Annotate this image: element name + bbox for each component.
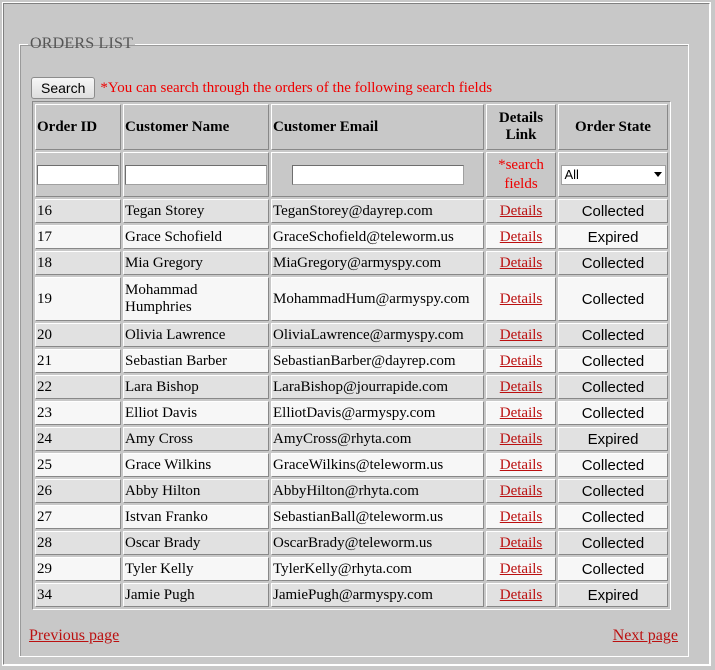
- customer-name-filter-input[interactable]: [125, 165, 267, 185]
- details-link[interactable]: Details: [499, 586, 543, 603]
- customer-name-cell: Oscar Brady: [123, 531, 269, 555]
- table-row: [35, 557, 668, 581]
- table-row: [35, 225, 668, 249]
- details-cell: [486, 349, 556, 373]
- order-id-cell: 24: [35, 427, 121, 451]
- customer-name-cell: Mohammad Humphries: [123, 277, 269, 321]
- customer-name-cell: Elliot Davis: [123, 401, 269, 425]
- order-id-cell: 23: [35, 401, 121, 425]
- table-row: [35, 375, 668, 399]
- order-id-cell: 29: [35, 557, 121, 581]
- orders-table: [32, 101, 671, 610]
- customer-email-cell: GraceWilkins@teleworm.us: [271, 453, 484, 477]
- customer-email-filter-input[interactable]: [292, 165, 464, 185]
- order-state-cell: Collected: [558, 251, 668, 275]
- search-row: [31, 77, 492, 99]
- details-link[interactable]: Details: [499, 378, 543, 395]
- details-cell: [486, 453, 556, 477]
- order-id-cell: 17: [35, 225, 121, 249]
- customer-email-cell: MohammadHum@armyspy.com: [271, 277, 484, 321]
- table-row: [35, 323, 668, 347]
- details-link[interactable]: Details: [499, 560, 543, 577]
- details-link[interactable]: Details: [499, 430, 543, 447]
- search-note: *You can search through the orders of the following search fields: [100, 79, 493, 96]
- orders-list-legend: ORDERS LIST: [30, 35, 134, 52]
- header-order-state: Order State: [558, 104, 668, 150]
- details-cell: [486, 479, 556, 503]
- order-state-cell: Collected: [558, 557, 668, 581]
- customer-name-cell: Istvan Franko: [123, 505, 269, 529]
- order-state-cell: Collected: [558, 349, 668, 373]
- customer-email-cell: OliviaLawrence@armyspy.com: [271, 323, 484, 347]
- order-state-cell: Collected: [558, 277, 668, 321]
- order-id-filter-input[interactable]: [37, 165, 119, 185]
- customer-email-cell: TylerKelly@rhyta.com: [271, 557, 484, 581]
- table-row: [35, 349, 668, 373]
- order-id-cell: 22: [35, 375, 121, 399]
- order-id-cell: 28: [35, 531, 121, 555]
- customer-name-cell: Olivia Lawrence: [123, 323, 269, 347]
- details-cell: [486, 531, 556, 555]
- orders-list-fieldset: [19, 35, 689, 657]
- customer-email-cell: SebastianBall@teleworm.us: [271, 505, 484, 529]
- order-id-cell: 25: [35, 453, 121, 477]
- details-cell: [486, 199, 556, 223]
- details-cell: [486, 323, 556, 347]
- search-fields-note: *search fields: [498, 156, 544, 192]
- order-id-cell: 26: [35, 479, 121, 503]
- customer-email-cell: SebastianBarber@dayrep.com: [271, 349, 484, 373]
- next-page-link[interactable]: Next page: [612, 627, 678, 644]
- details-link[interactable]: Details: [499, 404, 543, 421]
- customer-name-cell: Mia Gregory: [123, 251, 269, 275]
- customer-name-cell: Amy Cross: [123, 427, 269, 451]
- customer-email-cell: GraceSchofield@teleworm.us: [271, 225, 484, 249]
- search-button[interactable]: Search: [31, 77, 95, 99]
- customer-email-cell: TeganStorey@dayrep.com: [271, 199, 484, 223]
- order-state-cell: Collected: [558, 323, 668, 347]
- customer-email-cell: AmyCross@rhyta.com: [271, 427, 484, 451]
- table-row: [35, 479, 668, 503]
- customer-name-cell: Jamie Pugh: [123, 583, 269, 607]
- order-id-cell: 18: [35, 251, 121, 275]
- header-row: [35, 104, 668, 150]
- order-state-cell: Collected: [558, 401, 668, 425]
- header-details-link: Details Link: [486, 104, 556, 150]
- customer-name-cell: Tyler Kelly: [123, 557, 269, 581]
- order-state-cell: Collected: [558, 375, 668, 399]
- customer-name-cell: Sebastian Barber: [123, 349, 269, 373]
- filter-row: [35, 152, 668, 197]
- table-row: [35, 531, 668, 555]
- customer-email-cell: OscarBrady@teleworm.us: [271, 531, 484, 555]
- details-link[interactable]: Details: [499, 352, 543, 369]
- details-link[interactable]: Details: [499, 290, 543, 307]
- details-cell: [486, 505, 556, 529]
- customer-name-cell: Lara Bishop: [123, 375, 269, 399]
- table-row: [35, 199, 668, 223]
- details-link[interactable]: Details: [499, 508, 543, 525]
- customer-email-cell: ElliotDavis@armyspy.com: [271, 401, 484, 425]
- order-state-cell: Expired: [558, 583, 668, 607]
- table-row: [35, 251, 668, 275]
- details-link[interactable]: Details: [499, 456, 543, 473]
- details-cell: [486, 583, 556, 607]
- details-link[interactable]: Details: [499, 482, 543, 499]
- details-link[interactable]: Details: [499, 534, 543, 551]
- customer-name-cell: Abby Hilton: [123, 479, 269, 503]
- customer-email-cell: JamiePugh@armyspy.com: [271, 583, 484, 607]
- order-state-cell: Expired: [558, 427, 668, 451]
- details-cell: [486, 427, 556, 451]
- header-customer-name: Customer Name: [123, 104, 269, 150]
- table-row: [35, 401, 668, 425]
- header-order-id: Order ID: [35, 104, 121, 150]
- order-id-cell: 21: [35, 349, 121, 373]
- order-state-cell: Expired: [558, 225, 668, 249]
- order-state-cell: Collected: [558, 199, 668, 223]
- details-link[interactable]: Details: [499, 202, 543, 219]
- order-state-cell: Collected: [558, 531, 668, 555]
- table-row: [35, 427, 668, 451]
- order-state-selected: All: [564, 167, 579, 182]
- details-cell: [486, 225, 556, 249]
- header-customer-email: Customer Email: [271, 104, 484, 150]
- order-state-cell: Collected: [558, 505, 668, 529]
- table-row: [35, 453, 668, 477]
- previous-page-link[interactable]: Previous page: [29, 627, 120, 644]
- details-cell: [486, 251, 556, 275]
- details-cell: [486, 557, 556, 581]
- order-id-cell: 34: [35, 583, 121, 607]
- order-id-cell: 19: [35, 277, 121, 321]
- order-id-cell: 16: [35, 199, 121, 223]
- table-row: [35, 277, 668, 321]
- customer-email-cell: AbbyHilton@rhyta.com: [271, 479, 484, 503]
- order-state-select[interactable]: [561, 165, 666, 185]
- orders-table-body: [35, 199, 668, 607]
- table-row: [35, 505, 668, 529]
- order-id-cell: 20: [35, 323, 121, 347]
- table-row: [35, 583, 668, 607]
- customer-email-cell: MiaGregory@armyspy.com: [271, 251, 484, 275]
- customer-name-cell: Grace Wilkins: [123, 453, 269, 477]
- customer-name-cell: Grace Schofield: [123, 225, 269, 249]
- customer-name-cell: Tegan Storey: [123, 199, 269, 223]
- chevron-down-icon: [654, 172, 662, 177]
- details-cell: [486, 401, 556, 425]
- details-cell: [486, 375, 556, 399]
- details-link[interactable]: Details: [499, 326, 543, 343]
- details-link[interactable]: Details: [499, 254, 543, 271]
- customer-email-cell: LaraBishop@jourrapide.com: [271, 375, 484, 399]
- details-link[interactable]: Details: [499, 228, 543, 245]
- order-state-cell: Collected: [558, 453, 668, 477]
- order-state-cell: Collected: [558, 479, 668, 503]
- order-id-cell: 27: [35, 505, 121, 529]
- details-cell: [486, 277, 556, 321]
